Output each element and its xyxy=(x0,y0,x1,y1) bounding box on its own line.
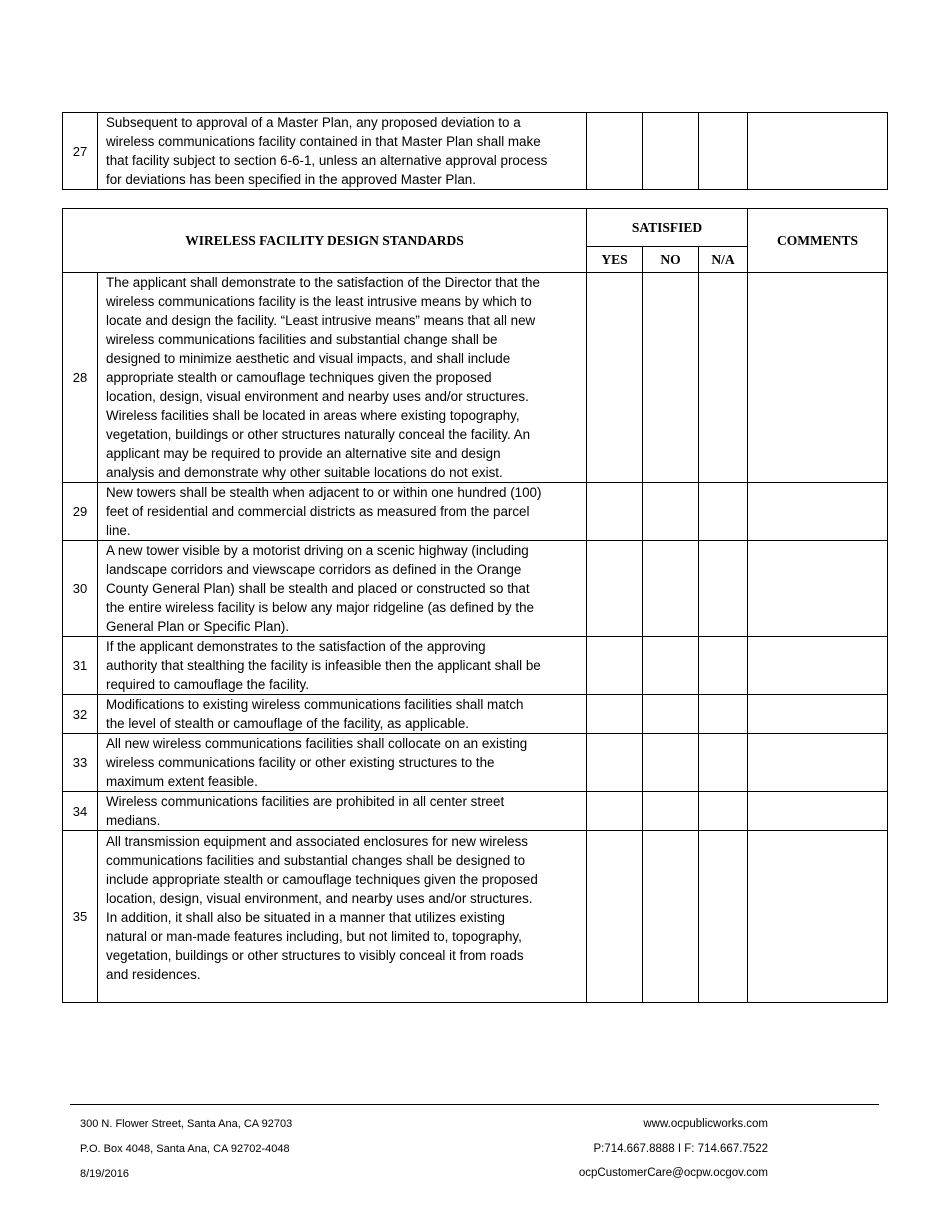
text-line: the level of stealth or camouflage of the facility, as applicable. xyxy=(106,716,469,731)
yes-cell[interactable] xyxy=(587,273,643,483)
satisfied-header: SATISFIED xyxy=(587,209,748,247)
comments-header: COMMENTS xyxy=(748,209,888,273)
row-text xyxy=(98,273,587,483)
na-cell[interactable] xyxy=(699,695,748,734)
na-cell[interactable] xyxy=(699,113,748,190)
text-line: location, design, visual environment, and nearby uses and/or structures. xyxy=(106,891,533,906)
text-line: medians. xyxy=(106,813,161,828)
footer-email-link[interactable]: ocpCustomerCare@ocpw.ocgov.com xyxy=(578,1167,768,1179)
comments-cell[interactable] xyxy=(748,695,888,734)
table-row xyxy=(63,792,888,831)
row-number: 35 xyxy=(63,831,98,1003)
row-number: 33 xyxy=(63,734,98,792)
text-line: General Plan or Specific Plan). xyxy=(106,619,290,634)
na-cell[interactable] xyxy=(699,792,748,831)
comments-cell[interactable] xyxy=(748,637,888,695)
table-title: WIRELESS FACILITY DESIGN STANDARDS xyxy=(63,209,587,273)
text-line: vegetation, buildings or other structures to visibly conceal it from roads xyxy=(106,948,524,963)
header-row xyxy=(63,209,888,247)
no-cell[interactable] xyxy=(643,541,699,637)
text-line: location, design, visual environment and nearby uses and/or structures. xyxy=(106,389,529,404)
table-row xyxy=(63,734,888,792)
text-line: wireless communications facilities and substantial change shall be xyxy=(106,332,498,347)
text-line: feet of residential and commercial districts as measured from the parcel xyxy=(106,504,530,519)
row-number: 32 xyxy=(63,695,98,734)
row-text xyxy=(98,113,587,190)
text-line: appropriate stealth or camouflage techniques given the proposed xyxy=(106,370,492,385)
text-line: required to camouflage the facility. xyxy=(106,677,309,692)
text-line: that facility subject to section 6-6-1, unless an alternative approval process xyxy=(106,153,548,168)
text-line: include appropriate stealth or camouflage techniques given the proposed xyxy=(106,872,538,887)
footer-phone-fax: P:714.667.8888 I F: 714.667.7522 xyxy=(593,1143,768,1155)
yes-cell[interactable] xyxy=(587,113,643,190)
row-text xyxy=(98,541,587,637)
text-line: New towers shall be stealth when adjacent to or within one hundred (100) xyxy=(106,485,542,500)
row-number: 34 xyxy=(63,792,98,831)
na-header: N/A xyxy=(699,247,748,273)
yes-cell[interactable] xyxy=(587,831,643,1003)
text-line: maximum extent feasible. xyxy=(106,774,258,789)
no-cell[interactable] xyxy=(643,734,699,792)
na-cell[interactable] xyxy=(699,541,748,637)
footer-address-street: 300 N. Flower Street, Santa Ana, CA 92703 xyxy=(80,1118,293,1130)
text-line: for deviations has been specified in the approved Master Plan. xyxy=(106,172,476,187)
yes-header: YES xyxy=(587,247,643,273)
na-cell[interactable] xyxy=(699,831,748,1003)
table-row xyxy=(63,113,888,190)
na-cell[interactable] xyxy=(699,734,748,792)
yes-cell[interactable] xyxy=(587,734,643,792)
text-line: All new wireless communications facilities shall collocate on an existing xyxy=(106,736,528,751)
comments-cell[interactable] xyxy=(748,792,888,831)
comments-cell[interactable] xyxy=(748,483,888,541)
text-line: communications facilities and substantial changes shall be designed to xyxy=(106,853,526,868)
text-line: applicant may be required to provide an alternative site and design xyxy=(106,446,501,461)
text-line: In addition, it shall also be situated in a manner that utilizes existing xyxy=(106,910,505,925)
comments-cell[interactable] xyxy=(748,734,888,792)
no-cell[interactable] xyxy=(643,273,699,483)
continued-standards-table xyxy=(62,112,888,190)
design-standards-table xyxy=(62,208,888,1003)
row-number: 28 xyxy=(63,273,98,483)
no-cell[interactable] xyxy=(643,792,699,831)
no-cell[interactable] xyxy=(643,831,699,1003)
comments-cell[interactable] xyxy=(748,831,888,1003)
text-line: wireless communications facility or other existing structures to the xyxy=(106,755,495,770)
text-line: wireless communications facility is the least intrusive means by which to xyxy=(106,294,532,309)
row-number: 31 xyxy=(63,637,98,695)
footer-divider xyxy=(70,1104,879,1105)
comments-cell[interactable] xyxy=(748,113,888,190)
text-line: All transmission equipment and associated enclosures for new wireless xyxy=(106,834,529,849)
row-text xyxy=(98,695,587,734)
text-line: The applicant shall demonstrate to the satisfaction of the Director that the xyxy=(106,275,540,290)
comments-cell[interactable] xyxy=(748,273,888,483)
yes-cell[interactable] xyxy=(587,483,643,541)
footer-website-link[interactable]: www.ocpublicworks.com xyxy=(643,1118,768,1130)
comments-cell[interactable] xyxy=(748,541,888,637)
text-line: Wireless facilities shall be located in areas where existing topography, xyxy=(106,408,520,423)
yes-cell[interactable] xyxy=(587,541,643,637)
table-row xyxy=(63,695,888,734)
table-row xyxy=(63,831,888,1003)
text-line: A new tower visible by a motorist driving on a scenic highway (including xyxy=(106,543,529,558)
text-line: vegetation, buildings or other structures naturally conceal the facility. An xyxy=(106,427,531,442)
text-line: line. xyxy=(106,523,131,538)
text-line: authority that stealthing the facility is infeasible then the applicant shall be xyxy=(106,658,541,673)
text-line: wireless communications facility contained in that Master Plan shall make xyxy=(106,134,541,149)
table-row xyxy=(63,483,888,541)
text-line: Wireless communications facilities are prohibited in all center street xyxy=(106,794,505,809)
footer-date: 8/19/2016 xyxy=(80,1168,129,1180)
na-cell[interactable] xyxy=(699,483,748,541)
row-number: 30 xyxy=(63,541,98,637)
text-line: natural or man-made features including, but not limited to, topography, xyxy=(106,929,522,944)
row-text xyxy=(98,483,587,541)
no-cell[interactable] xyxy=(643,637,699,695)
no-header: NO xyxy=(643,247,699,273)
row-number: 29 xyxy=(63,483,98,541)
text-line: designed to minimize aesthetic and visual impacts, and shall include xyxy=(106,351,511,366)
text-line: the entire wireless facility is below any major ridgeline (as defined by the xyxy=(106,600,534,615)
yes-cell[interactable] xyxy=(587,637,643,695)
text-line: landscape corridors and viewscape corridors as defined in the Orange xyxy=(106,562,522,577)
text-line: and residences. xyxy=(106,967,201,982)
footer-address-pobox: P.O. Box 4048, Santa Ana, CA 92702-4048 xyxy=(80,1143,290,1155)
na-cell[interactable] xyxy=(699,273,748,483)
row-text xyxy=(98,734,587,792)
text-line: Subsequent to approval of a Master Plan, any proposed deviation to a xyxy=(106,115,521,130)
table-row xyxy=(63,541,888,637)
text-line: Modifications to existing wireless communications facilities shall match xyxy=(106,697,524,712)
row-text xyxy=(98,637,587,695)
no-cell[interactable] xyxy=(643,483,699,541)
yes-cell[interactable] xyxy=(587,792,643,831)
table-row xyxy=(63,637,888,695)
text-line: locate and design the facility. “Least intrusive means” means that all new xyxy=(106,313,536,328)
no-cell[interactable] xyxy=(643,695,699,734)
yes-cell[interactable] xyxy=(587,695,643,734)
text-line: County General Plan) shall be stealth and placed or constructed so that xyxy=(106,581,530,596)
row-number: 27 xyxy=(63,113,98,190)
text-line: If the applicant demonstrates to the satisfaction of the approving xyxy=(106,639,486,654)
na-cell[interactable] xyxy=(699,637,748,695)
row-text xyxy=(98,792,587,831)
row-text xyxy=(98,831,587,1003)
table-row xyxy=(63,273,888,483)
text-line: analysis and demonstrate why other suitable locations do not exist. xyxy=(106,465,503,480)
no-cell[interactable] xyxy=(643,113,699,190)
